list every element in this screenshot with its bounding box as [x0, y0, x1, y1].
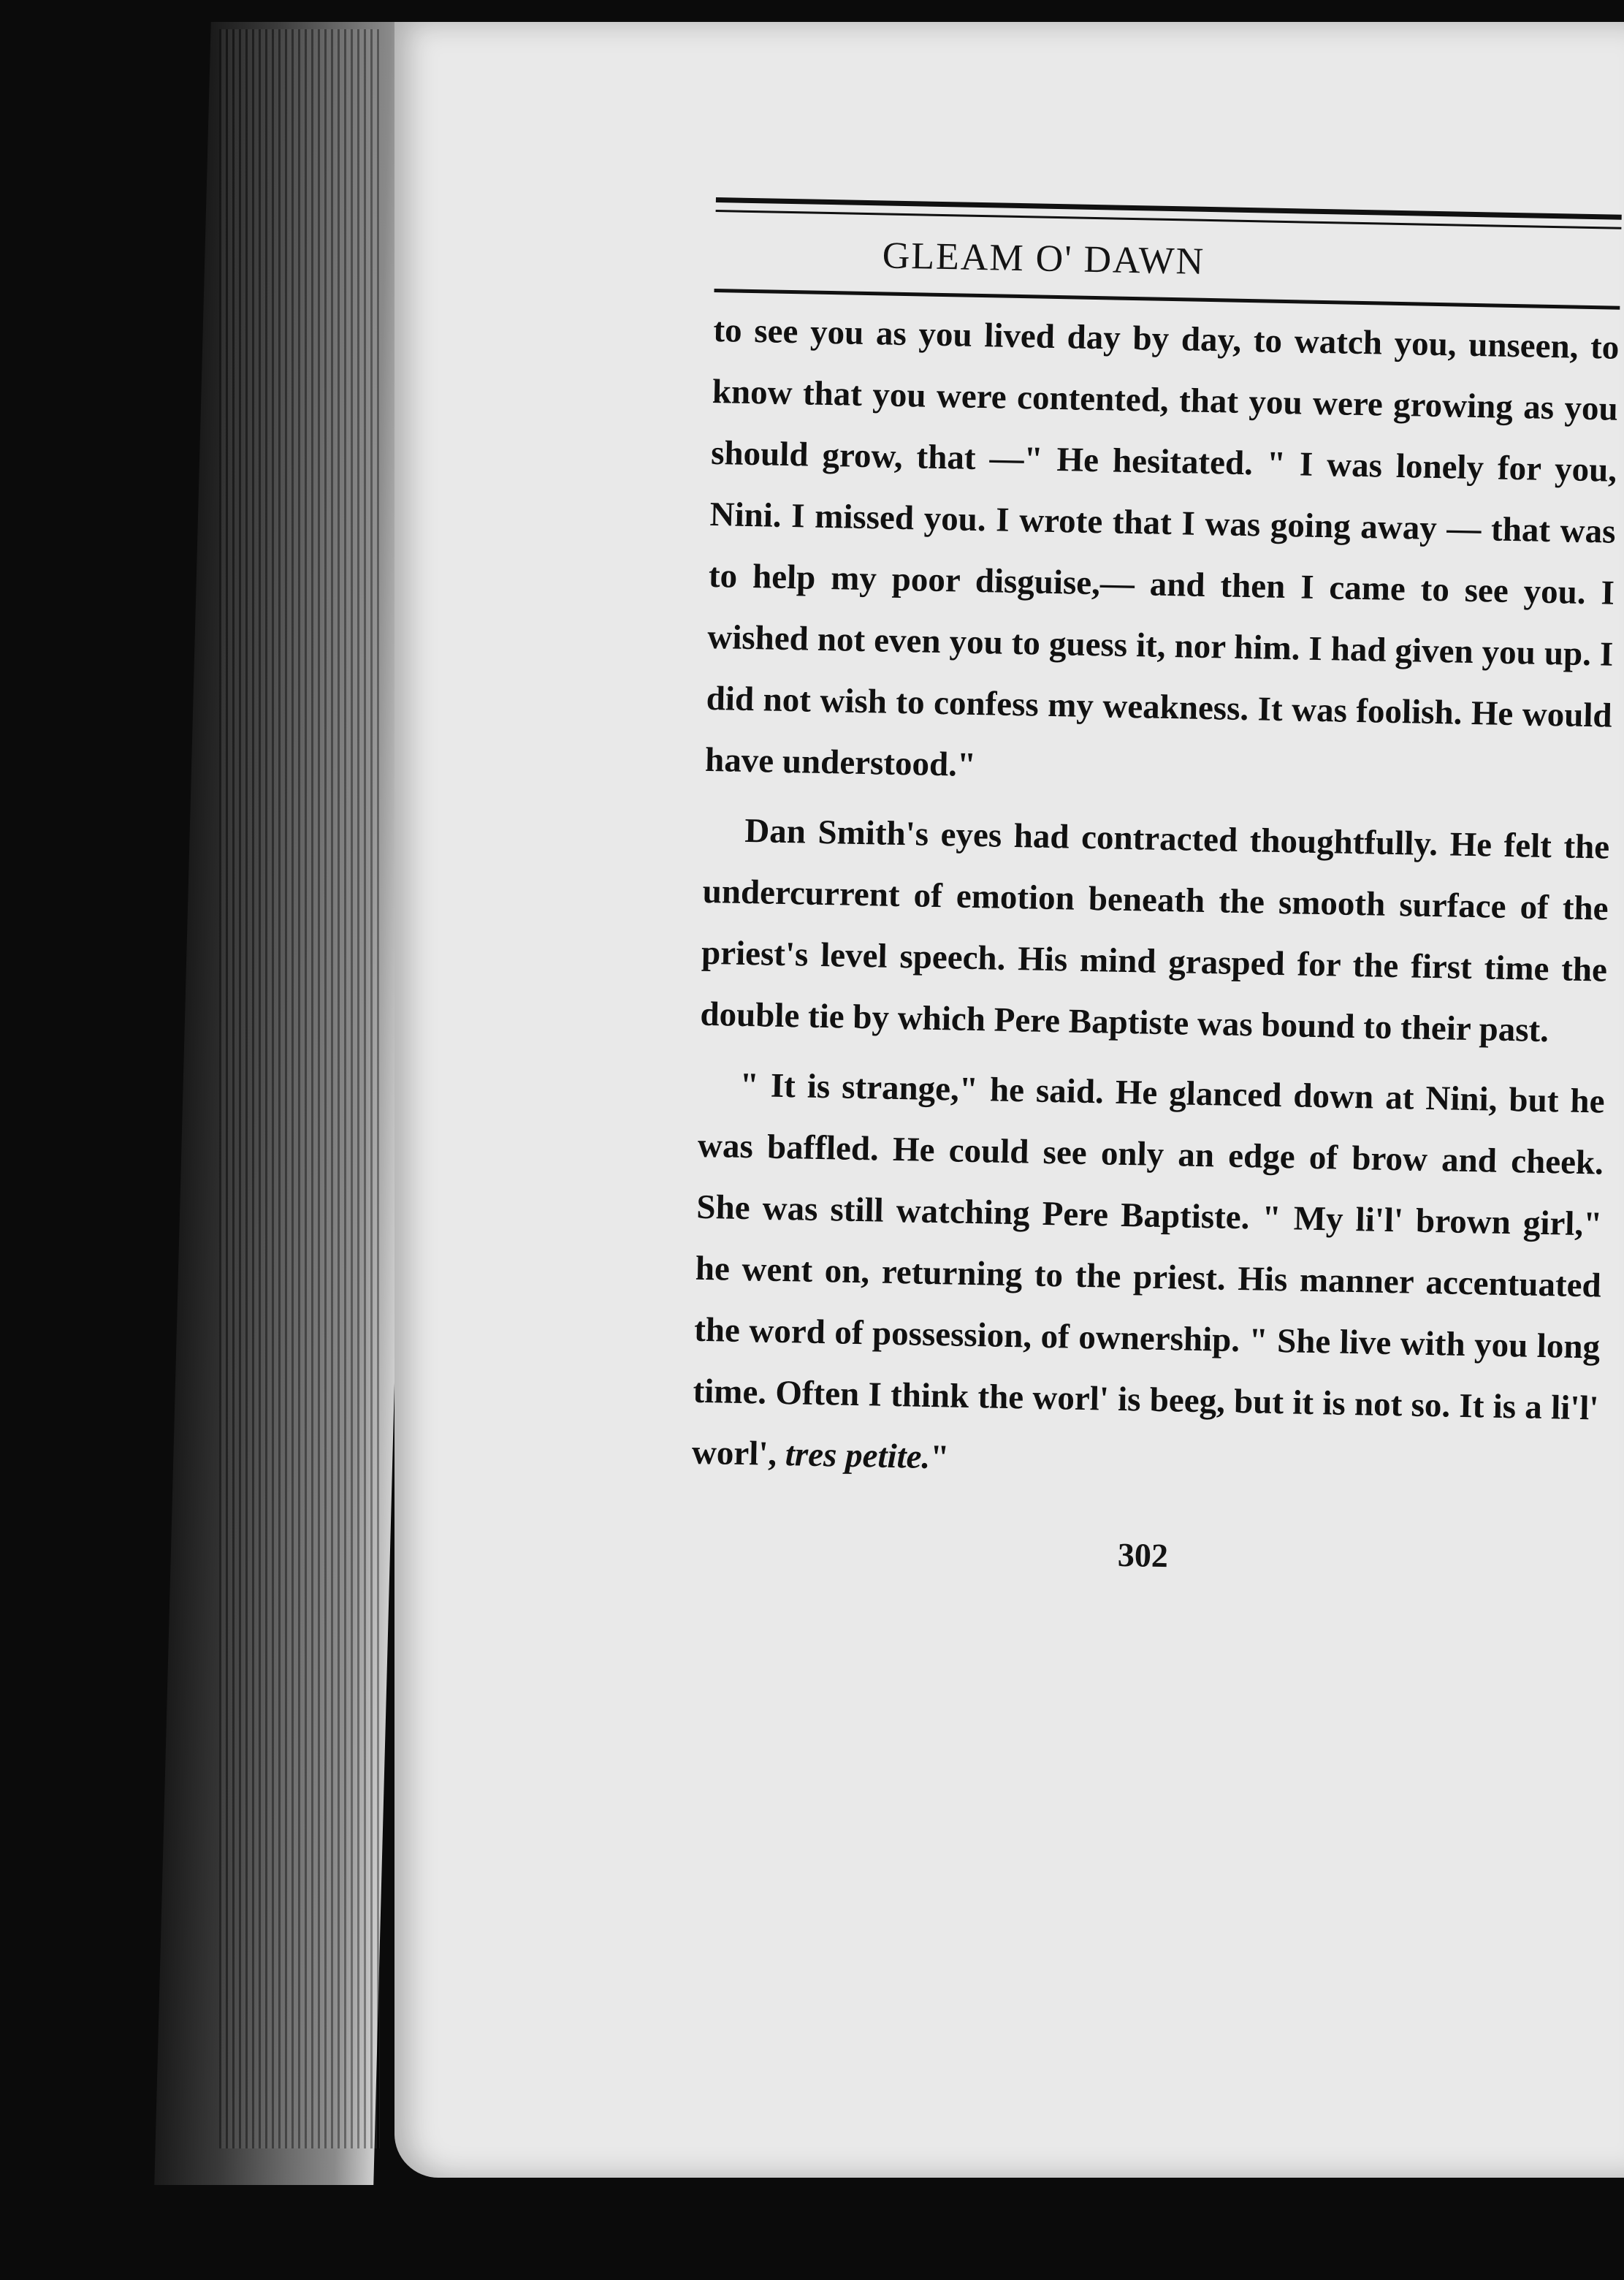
- spine-texture: [219, 29, 380, 2148]
- page-content: [690, 197, 1622, 1583]
- page-number: 302: [1117, 1535, 1169, 1575]
- running-head: GLEAM O' DAWN: [882, 235, 1205, 283]
- paragraph-1: to see you as you lived day by day, to watch you, unseen, to know that you were contented, that you were growing as you should grow, that —" He hesitated. " I was lonely for you, Nini. I missed you. I wrote that I was going away — that was to help my poor disguise,— and then I came to see you. I wished not even you to guess it, nor him. I had given you up. I did not wish to confess my weakness. It was foolish. He would have understood.": [704, 311, 1620, 784]
- body-text: [691, 300, 1620, 1501]
- paragraph-3-close-quote: ": [929, 1437, 950, 1477]
- paragraph-3: [691, 1054, 1605, 1501]
- paragraph-3-italic: tres petite.: [785, 1435, 931, 1476]
- paper-page: [394, 22, 1624, 2178]
- header-rule-thick: [716, 197, 1622, 220]
- paragraph-2: Dan Smith's eyes had contracted thoughtfully. He felt the undercurrent of emotion beneath the smooth surface of the priest's level speech. His mind grasped for the first time the double tie by which Pere Baptiste was bound to their past.: [700, 811, 1610, 1050]
- paragraph-3-text: " It is strange," he said. He glanced down at Nini, but he was baffled. He could see only an edge of brow and cheek. She was still watching Pere Baptiste. " My li'l' brown girl," he went on, returning to the priest. His manner accentuated the word of possession, of ownership. " She live with you long time. Often I think the worl' is beeg, but it is not so. It is a li'l' worl',: [691, 1065, 1605, 1474]
